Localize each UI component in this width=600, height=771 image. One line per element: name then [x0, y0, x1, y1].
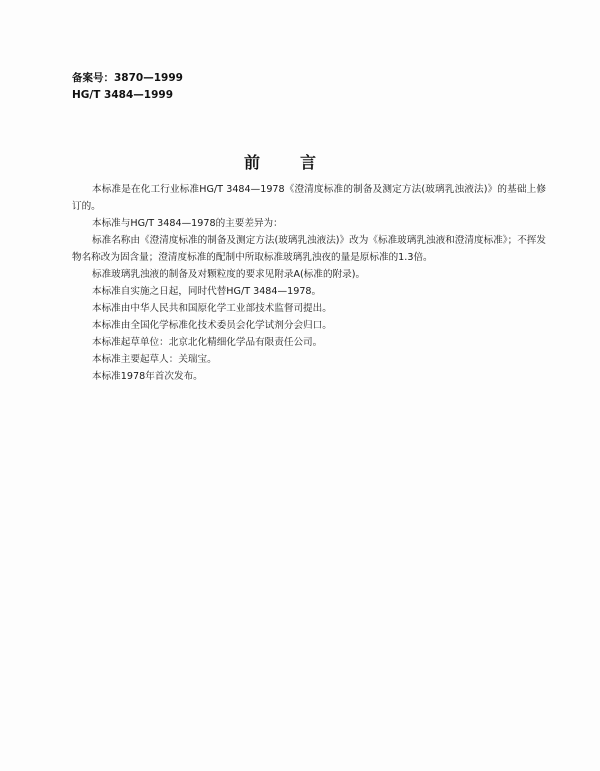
- paragraph-first-issued: 本标准1978年首次发布。: [92, 371, 203, 382]
- paragraph-replaces: 本标准自实施之日起，同时代替HG/T 3484—1978。: [92, 286, 322, 297]
- foreword-body: [72, 181, 546, 385]
- paragraph-drafter: 本标准主要起草人：关瑞宝。: [92, 354, 217, 365]
- filing-number: 备案号：3870—1999: [72, 72, 183, 84]
- paragraph-basis: 本标准是在化工行业标准HG/T 3484—1978《澄清度标准的制备及测定方法(玻璃乳浊液法)》的基础上修订的。: [72, 184, 546, 212]
- paragraph-committee: 本标准由全国化学标准化技术委员会化学试剂分会归口。: [92, 320, 332, 331]
- paragraph-differences-intro: 本标准与HG/T 3484—1978的主要差异为：: [92, 218, 283, 229]
- paragraph-proposer: 本标准由中华人民共和国原化学工业部技术监督司提出。: [92, 303, 332, 314]
- page-title: 前言: [243, 153, 356, 172]
- paragraph-drafting-unit: 本标准起草单位：北京北化精细化学品有限责任公司。: [92, 337, 323, 348]
- paragraph-appendix: 标准玻璃乳浊液的制备及对颗粒度的要求见附录A(标准的附录)。: [92, 269, 366, 280]
- paragraph-name-change: 标准名称由《澄清度标准的制备及测定方法(玻璃乳浊液法)》改为《标准玻璃乳浊液和澄清度标准》；不挥发物名称改为固含量；澄清度标准的配制中所取标准玻璃乳浊夜的量是原标准的1.3倍。: [72, 235, 546, 263]
- document-header: [72, 70, 183, 104]
- standard-code: HG/T 3484—1999: [72, 89, 174, 101]
